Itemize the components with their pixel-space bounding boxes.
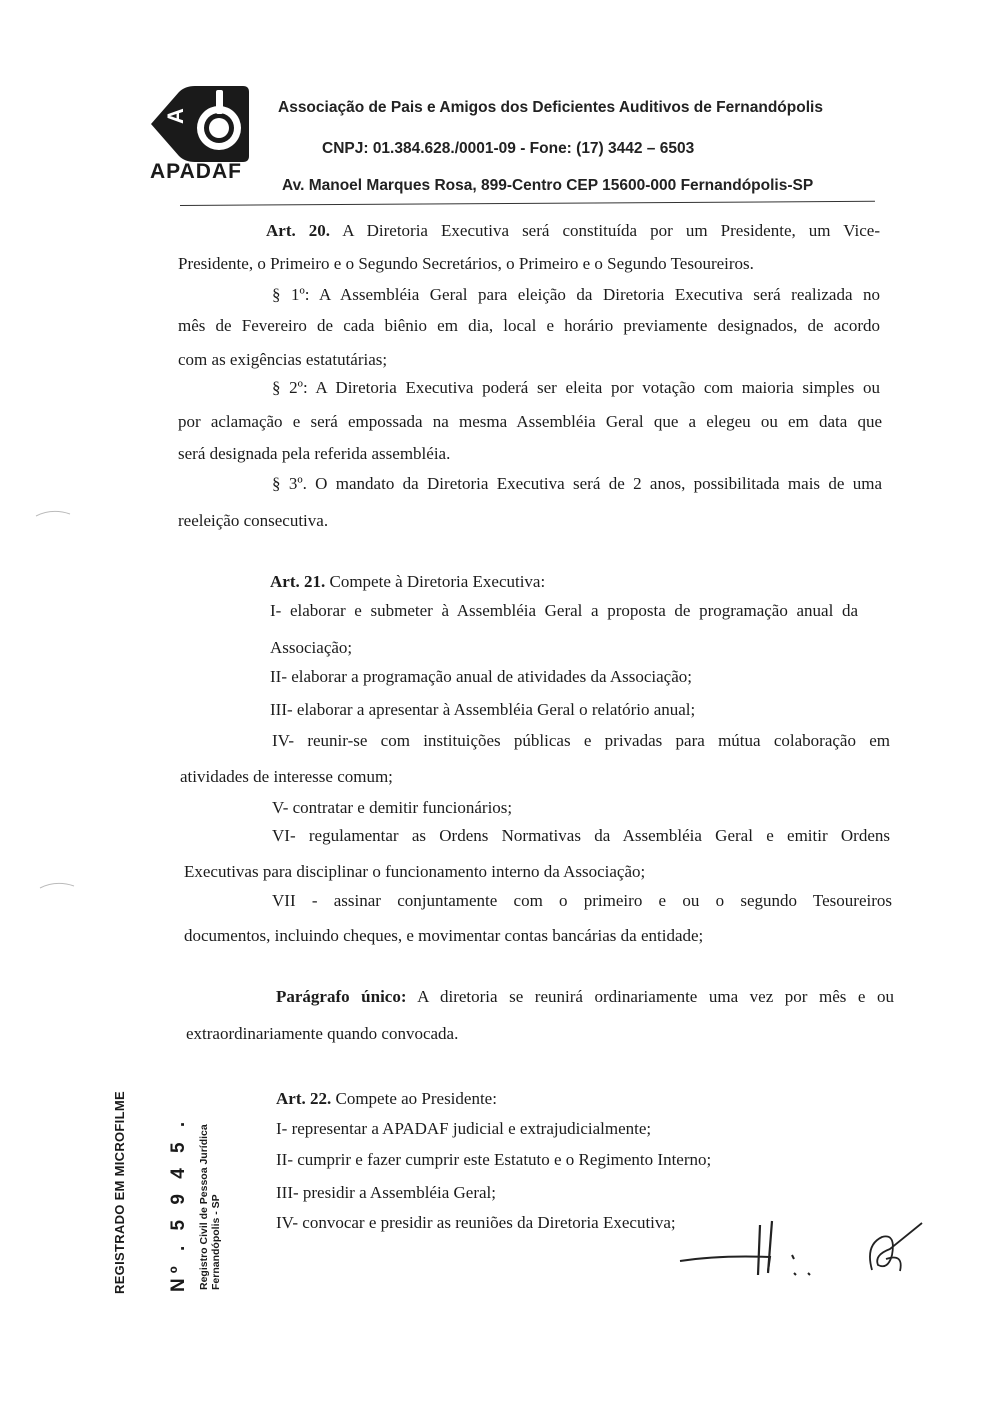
art22-heading <box>276 1089 497 1109</box>
art20-par3-line2: reeleição consecutiva. <box>178 511 329 530</box>
art22-item-i: I- representar a APADAF judicial e extrajudicialmente; <box>276 1119 652 1138</box>
art21-item-i-line2: Associação; <box>270 638 353 657</box>
paragrafo-unico-line1 <box>276 987 894 1007</box>
registry-stamp <box>112 1091 232 1294</box>
header-divider <box>180 201 875 206</box>
art21-item-vii-line1: VII - assinar conjuntamente com o primeiro e ou o segundo Tesoureiros <box>272 891 892 910</box>
art20-par1-line1: § 1º: A Assembléia Geral para eleição da Diretoria Executiva será realizada no <box>272 285 880 304</box>
registry-stamp-line2: Registro Civil de Pessoa Jurídica Fernandópolis - SP <box>198 1124 222 1290</box>
art20-line1 <box>266 221 880 241</box>
art20-par2-line2: por aclamação e será empossada na mesma Assembléia Geral que a elegeu ou em data que <box>178 412 882 431</box>
art21-item-ii: II- elaborar a programação anual de atividades da Associação; <box>270 667 692 686</box>
scan-artifact <box>38 878 78 892</box>
art21-item-vi-line1: VI- regulamentar as Ordens Normativas da Assembléia Geral e emitir Ordens <box>272 826 890 845</box>
paragrafo-unico-line2: extraordinariamente quando convocada. <box>186 1024 459 1043</box>
art21-item-v: V- contratar e demitir funcionários; <box>272 798 513 817</box>
art20-par2-line3: será designada pela referida assembléia. <box>178 444 451 463</box>
art21-item-iv-line1: IV- reunir-se com instituições públicas e privadas para mútua colaboração em <box>272 731 890 750</box>
address-line: Av. Manoel Marques Rosa, 899-Centro CEP 15600-000 Fernandópolis-SP <box>282 177 814 194</box>
apadaf-logo <box>131 84 261 184</box>
art21-item-vi-line2: Executivas para disciplinar o funcionamento interno da Associação; <box>184 862 646 881</box>
art20-text1: A Diretoria Executiva será constituída por um Presidente, um Vice- <box>342 221 881 240</box>
registry-stamp-number: Nº . 5 9 4 5 . <box>168 1116 189 1292</box>
art21-item-iv-line2: atividades de interesse comum; <box>180 767 393 786</box>
art21-item-iii: III- elaborar a apresentar à Assembléia Geral o relatório anual; <box>270 700 696 719</box>
organization-name: Associação de Pais e Amigos dos Deficientes Auditivos de Fernandópolis <box>278 99 823 116</box>
art22-intro: Compete ao Presidente: <box>335 1089 497 1108</box>
registry-stamp-line1: REGISTRADO EM MICROFILME <box>112 1091 127 1294</box>
art21-item-vii-line2: documentos, incluindo cheques, e movimentar contas bancárias da entidade; <box>184 926 704 945</box>
art20-par1-line2: mês de Fevereiro de cada biênio em dia, local e horário previamente designados, de acordo <box>178 316 880 335</box>
art20-par2-line1: § 2º: A Diretoria Executiva poderá ser eleita por votação com maioria simples ou <box>272 378 880 397</box>
art21-item-i-line1: I- elaborar e submeter à Assembléia Geral a proposta de programação anual da <box>270 601 858 620</box>
art20-line2: Presidente, o Primeiro e o Segundo Secretários, o Primeiro e o Segundo Tesoureiros. <box>178 254 754 273</box>
art21-label: Art. 21. <box>270 572 326 591</box>
art22-label: Art. 22. <box>276 1089 332 1108</box>
apadaf-logo-icon <box>139 84 249 164</box>
cnpj-phone-line: CNPJ: 01.384.628./0001-09 - Fone: (17) 3442 – 6503 <box>322 140 695 157</box>
art22-item-iv: IV- convocar e presidir as reuniões da Diretoria Executiva; <box>276 1213 676 1232</box>
art21-intro: Compete à Diretoria Executiva: <box>329 572 546 591</box>
art20-par3-line1: § 3º. O mandato da Diretoria Executiva será de 2 anos, possibilitada mais de uma <box>272 474 882 493</box>
art20-label: Art. 20. <box>266 221 331 240</box>
logo-text: APADAF <box>150 160 242 183</box>
art22-item-ii: II- cumprir e fazer cumprir este Estatuto e o Regimento Interno; <box>276 1150 712 1169</box>
paragrafo-unico-label: Parágrafo único: <box>276 987 407 1006</box>
art20-par1-line3: com as exigências estatutárias; <box>178 350 388 369</box>
handwritten-signatures <box>660 1215 940 1285</box>
art21-heading <box>270 572 545 592</box>
art22-item-iii: III- presidir a Assembléia Geral; <box>276 1183 496 1202</box>
logo-letter: A <box>163 108 188 124</box>
scan-artifact <box>34 506 74 520</box>
paragrafo-unico-text1: A diretoria se reunirá ordinariamente uma vez por mês e ou <box>417 987 894 1006</box>
